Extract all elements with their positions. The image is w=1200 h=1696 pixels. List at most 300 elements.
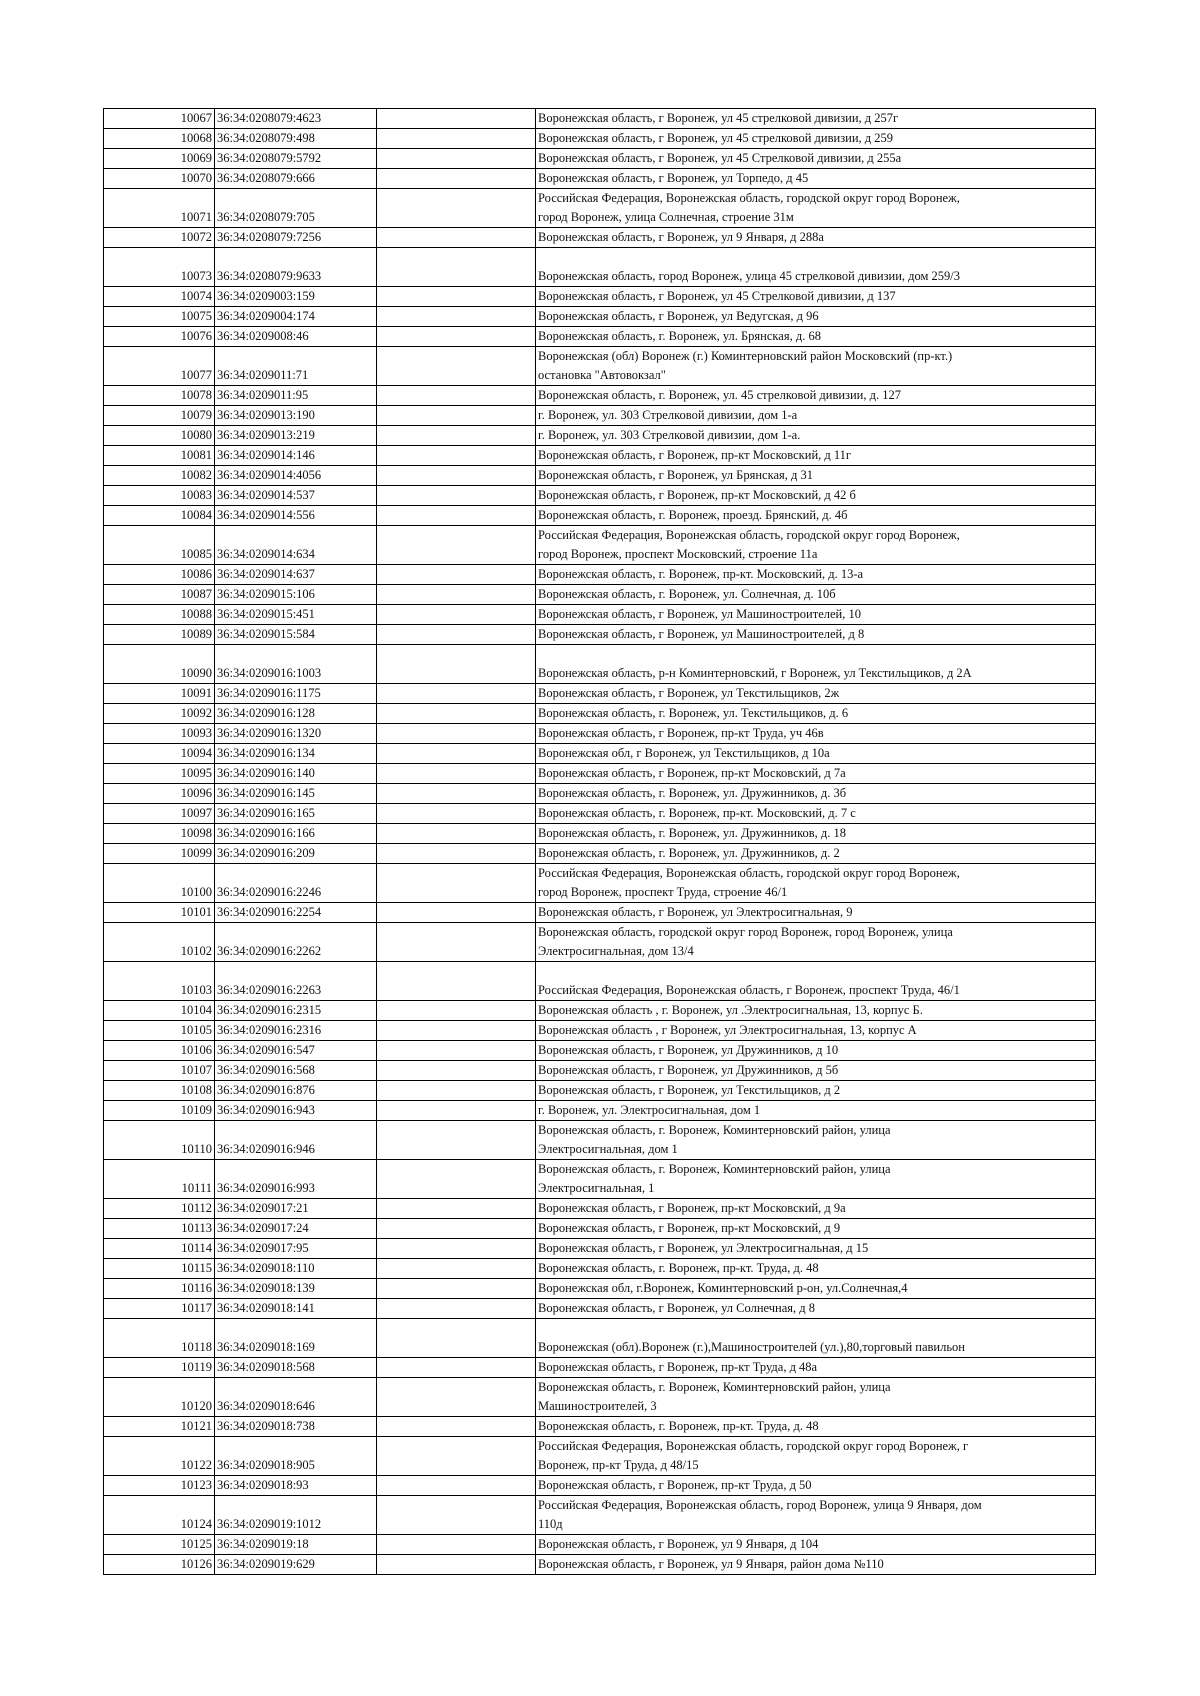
address-text: Воронежская область, г Воронеж, ул 9 Января, д 104 <box>538 1537 819 1551</box>
empty-cell <box>377 724 536 744</box>
row-number-cell: 10121 <box>104 1417 215 1437</box>
address-cell <box>536 1378 1096 1417</box>
cadastral-number-cell: 36:34:0209014:556 <box>215 506 377 526</box>
address-cell <box>536 1121 1096 1160</box>
cadastral-number-cell: 36:34:0209016:946 <box>215 1121 377 1160</box>
table-row <box>104 1001 1096 1021</box>
empty-cell <box>377 1279 536 1299</box>
address-cell <box>536 724 1096 744</box>
row-number-cell: 10080 <box>104 426 215 446</box>
cadastral-number-cell: 36:34:0209016:2263 <box>215 962 377 1001</box>
address-text: Воронежская область, г. Воронеж, пр-кт. Московский, д. 7 с <box>538 806 856 820</box>
cadastral-number-cell: 36:34:0209016:568 <box>215 1061 377 1081</box>
address-text: Российская Федерация, Воронежская область, городской округ город Воронеж, город Воронеж, улица Солнечная, строение 31м <box>538 191 960 224</box>
address-cell <box>536 189 1096 228</box>
table-row <box>104 1121 1096 1160</box>
address-text: Российская Федерация, Воронежская область, городской округ город Воронеж, г Воронеж, пр-кт Труда, д 48/15 <box>538 1439 969 1472</box>
address-text: Воронежская область, город Воронеж, улица 45 стрелковой дивизии, дом 259/3 <box>538 269 961 283</box>
empty-cell <box>377 169 536 189</box>
address-text: Воронежская область, р-н Коминтерновский, г Воронеж, ул Текстильщиков, д 2А <box>538 666 972 680</box>
cadastral-number-cell: 36:34:0209016:547 <box>215 1041 377 1061</box>
empty-cell <box>377 1219 536 1239</box>
table-row <box>104 1199 1096 1219</box>
empty-cell <box>377 844 536 864</box>
address-cell <box>536 1299 1096 1319</box>
row-number-cell: 10108 <box>104 1081 215 1101</box>
empty-cell <box>377 704 536 724</box>
address-text: Воронежская область, г. Воронеж, пр-кт. Московский, д. 13-а <box>538 567 864 581</box>
empty-cell <box>377 287 536 307</box>
empty-cell <box>377 466 536 486</box>
empty-cell <box>377 1555 536 1575</box>
table-row <box>104 1299 1096 1319</box>
table-row <box>104 287 1096 307</box>
address-text: Воронежская область, г Воронеж, ул 9 Января, район дома №110 <box>538 1557 884 1571</box>
address-text: Воронежская область, г. Воронеж, ул. Дружинников, д. 3б <box>538 786 847 800</box>
table-row <box>104 565 1096 585</box>
table-row <box>104 386 1096 406</box>
address-cell <box>536 962 1096 1001</box>
address-cell <box>536 406 1096 426</box>
address-text: Воронежская область, г Воронеж, ул 9 Января, д 288а <box>538 230 824 244</box>
address-text: Воронежская обл, г Воронеж, ул Текстильщиков, д 10а <box>538 746 830 760</box>
cadastral-number-cell: 36:34:0209019:1012 <box>215 1496 377 1535</box>
empty-cell <box>377 1259 536 1279</box>
row-number-cell: 10078 <box>104 386 215 406</box>
cadastral-number-cell: 36:34:0209014:146 <box>215 446 377 466</box>
cadastral-number-cell: 36:34:0209016:2262 <box>215 923 377 962</box>
table-row <box>104 1279 1096 1299</box>
cadastral-number-cell: 36:34:0208079:666 <box>215 169 377 189</box>
table-row <box>104 1476 1096 1496</box>
address-cell <box>536 784 1096 804</box>
address-cell <box>536 109 1096 129</box>
table-row <box>104 446 1096 466</box>
address-cell <box>536 446 1096 466</box>
row-number-cell: 10081 <box>104 446 215 466</box>
address-text: Воронежская область, г Воронеж, ул Солнечная, д 8 <box>538 1301 816 1315</box>
address-text: Воронежская область, г. Воронеж, ул. Солнечная, д. 10б <box>538 587 836 601</box>
table-row <box>104 466 1096 486</box>
cadastral-number-cell: 36:34:0209018:646 <box>215 1378 377 1417</box>
table-row <box>104 307 1096 327</box>
empty-cell <box>377 565 536 585</box>
address-text: Воронежская область, г Воронеж, пр-кт Труда, д 50 <box>538 1478 812 1492</box>
cadastral-number-cell: 36:34:0209019:18 <box>215 1535 377 1555</box>
table-row <box>104 506 1096 526</box>
address-text: Воронежская область, г. Воронеж, Коминтерновский район, улица Машиностроителей, 3 <box>538 1380 891 1413</box>
address-cell <box>536 327 1096 347</box>
cadastral-number-cell: 36:34:0209017:95 <box>215 1239 377 1259</box>
row-number-cell: 10069 <box>104 149 215 169</box>
table-row <box>104 1417 1096 1437</box>
row-number-cell: 10120 <box>104 1378 215 1417</box>
row-number-cell: 10088 <box>104 605 215 625</box>
empty-cell <box>377 1061 536 1081</box>
row-number-cell: 10116 <box>104 1279 215 1299</box>
table-row <box>104 1496 1096 1535</box>
address-cell <box>536 1239 1096 1259</box>
registry-table-body <box>104 109 1096 1575</box>
address-cell <box>536 1555 1096 1575</box>
table-row <box>104 724 1096 744</box>
address-text: Российская Федерация, Воронежская область, городской округ город Воронеж, город Воронеж, проспект Труда, строение 46/1 <box>538 866 960 899</box>
table-row <box>104 1319 1096 1358</box>
row-number-cell: 10097 <box>104 804 215 824</box>
empty-cell <box>377 307 536 327</box>
row-number-cell: 10092 <box>104 704 215 724</box>
address-cell <box>536 466 1096 486</box>
cadastral-number-cell: 36:34:0209013:190 <box>215 406 377 426</box>
row-number-cell: 10123 <box>104 1476 215 1496</box>
empty-cell <box>377 149 536 169</box>
table-row <box>104 1041 1096 1061</box>
empty-cell <box>377 744 536 764</box>
row-number-cell: 10109 <box>104 1101 215 1121</box>
address-cell <box>536 1496 1096 1535</box>
table-row <box>104 248 1096 287</box>
row-number-cell: 10100 <box>104 864 215 903</box>
cadastral-number-cell: 36:34:0209019:629 <box>215 1555 377 1575</box>
empty-cell <box>377 406 536 426</box>
table-row <box>104 704 1096 724</box>
address-text: Воронежская область, г. Воронеж, проезд. Брянский, д. 4б <box>538 508 848 522</box>
row-number-cell: 10091 <box>104 684 215 704</box>
cadastral-number-cell: 36:34:0209018:93 <box>215 1476 377 1496</box>
cadastral-number-cell: 36:34:0209016:165 <box>215 804 377 824</box>
row-number-cell: 10106 <box>104 1041 215 1061</box>
empty-cell <box>377 804 536 824</box>
row-number-cell: 10113 <box>104 1219 215 1239</box>
address-text: Воронежская область, г Воронеж, пр-кт Московский, д 11г <box>538 448 852 462</box>
address-cell <box>536 824 1096 844</box>
empty-cell <box>377 1535 536 1555</box>
address-text: Воронежская область , г Воронеж, ул Электросигнальная, 13, корпус А <box>538 1023 917 1037</box>
row-number-cell: 10102 <box>104 923 215 962</box>
address-cell <box>536 605 1096 625</box>
address-cell <box>536 923 1096 962</box>
empty-cell <box>377 526 536 565</box>
address-text: Воронежская область, г Воронеж, пр-кт Московский, д 42 б <box>538 488 856 502</box>
address-text: г. Воронеж, ул. 303 Стрелковой дивизии, дом 1-а <box>538 408 798 422</box>
empty-cell <box>377 486 536 506</box>
table-row <box>104 1239 1096 1259</box>
table-row <box>104 189 1096 228</box>
cadastral-number-cell: 36:34:0208079:498 <box>215 129 377 149</box>
cadastral-number-cell: 36:34:0209016:140 <box>215 764 377 784</box>
row-number-cell: 10110 <box>104 1121 215 1160</box>
address-text: Воронежская область, г. Воронеж, ул. Брянская, д. 68 <box>538 329 821 343</box>
row-number-cell: 10103 <box>104 962 215 1001</box>
address-text: Российская Федерация, Воронежская область, городской округ город Воронеж, город Воронеж, проспект Московский, строение 11а <box>538 528 960 561</box>
address-text: Воронежская область, г. Воронеж, пр-кт. Труда, д. 48 <box>538 1261 819 1275</box>
empty-cell <box>377 1437 536 1476</box>
address-cell <box>536 526 1096 565</box>
address-text: Воронежская (обл) Воронеж (г.) Коминтерновский район Московский (пр-кт.) остановка "Автовокзал" <box>538 349 953 382</box>
cadastral-number-cell: 36:34:0209011:95 <box>215 386 377 406</box>
cadastral-number-cell: 36:34:0209016:145 <box>215 784 377 804</box>
row-number-cell: 10070 <box>104 169 215 189</box>
address-text: Воронежская область, г Воронеж, ул Электросигнальная, 9 <box>538 905 853 919</box>
empty-cell <box>377 1299 536 1319</box>
table-row <box>104 1535 1096 1555</box>
address-text: Воронежская область, г Воронеж, пр-кт Московский, д 9 <box>538 1221 841 1235</box>
address-cell <box>536 506 1096 526</box>
row-number-cell: 10083 <box>104 486 215 506</box>
address-cell <box>536 149 1096 169</box>
table-row <box>104 605 1096 625</box>
cadastral-number-cell: 36:34:0209018:905 <box>215 1437 377 1476</box>
table-row <box>104 764 1096 784</box>
cadastral-number-cell: 36:34:0208079:9633 <box>215 248 377 287</box>
address-cell <box>536 1417 1096 1437</box>
cadastral-number-cell: 36:34:0209018:738 <box>215 1417 377 1437</box>
empty-cell <box>377 923 536 962</box>
row-number-cell: 10093 <box>104 724 215 744</box>
cadastral-number-cell: 36:34:0209016:2254 <box>215 903 377 923</box>
address-cell <box>536 864 1096 903</box>
address-text: Воронежская область, г Воронеж, ул Ведугская, д 96 <box>538 309 819 323</box>
table-row <box>104 625 1096 645</box>
address-cell <box>536 744 1096 764</box>
empty-cell <box>377 1319 536 1358</box>
empty-cell <box>377 129 536 149</box>
address-cell <box>536 486 1096 506</box>
empty-cell <box>377 1417 536 1437</box>
cadastral-number-cell: 36:34:0209017:21 <box>215 1199 377 1219</box>
empty-cell <box>377 327 536 347</box>
address-cell <box>536 1476 1096 1496</box>
address-text: Воронежская область , г. Воронеж, ул .Электросигнальная, 13, корпус Б. <box>538 1003 923 1017</box>
address-cell <box>536 1219 1096 1239</box>
address-text: Воронежская область, г. Воронеж, ул. Дружинников, д. 18 <box>538 826 847 840</box>
cadastral-number-cell: 36:34:0209016:2315 <box>215 1001 377 1021</box>
table-row <box>104 744 1096 764</box>
empty-cell <box>377 864 536 903</box>
row-number-cell: 10071 <box>104 189 215 228</box>
cadastral-number-cell: 36:34:0209016:128 <box>215 704 377 724</box>
cadastral-number-cell: 36:34:0209016:943 <box>215 1101 377 1121</box>
table-row <box>104 169 1096 189</box>
cadastral-number-cell: 36:34:0209014:634 <box>215 526 377 565</box>
cadastral-number-cell: 36:34:0209015:106 <box>215 585 377 605</box>
cadastral-number-cell: 36:34:0209018:110 <box>215 1259 377 1279</box>
empty-cell <box>377 784 536 804</box>
cadastral-number-cell: 36:34:0209016:1175 <box>215 684 377 704</box>
cadastral-number-cell: 36:34:0209014:4056 <box>215 466 377 486</box>
table-row <box>104 129 1096 149</box>
address-text: Воронежская область, г. Воронеж, ул. Текстильщиков, д. 6 <box>538 706 849 720</box>
address-cell <box>536 645 1096 684</box>
table-row <box>104 962 1096 1001</box>
address-text: Воронежская область, г Воронеж, ул Текстильщиков, д 2 <box>538 1083 841 1097</box>
address-text: г. Воронеж, ул. Электросигнальная, дом 1 <box>538 1103 761 1117</box>
empty-cell <box>377 764 536 784</box>
empty-cell <box>377 248 536 287</box>
address-text: Воронежская область, г Воронеж, пр-кт Труда, уч 46в <box>538 726 824 740</box>
address-cell <box>536 565 1096 585</box>
cadastral-number-cell: 36:34:0209018:139 <box>215 1279 377 1299</box>
row-number-cell: 10077 <box>104 347 215 386</box>
empty-cell <box>377 506 536 526</box>
address-cell <box>536 1061 1096 1081</box>
row-number-cell: 10114 <box>104 1239 215 1259</box>
row-number-cell: 10067 <box>104 109 215 129</box>
cadastral-number-cell: 36:34:0209014:637 <box>215 565 377 585</box>
cadastral-number-cell: 36:34:0209016:2246 <box>215 864 377 903</box>
row-number-cell: 10084 <box>104 506 215 526</box>
cadastral-number-cell: 36:34:0209018:169 <box>215 1319 377 1358</box>
row-number-cell: 10122 <box>104 1437 215 1476</box>
address-text: Воронежская область, г. Воронеж, Коминтерновский район, улица Электросигнальная, дом 1 <box>538 1123 891 1156</box>
row-number-cell: 10115 <box>104 1259 215 1279</box>
address-text: Воронежская обл, г.Воронеж, Коминтерновский р-он, ул.Солнечная,4 <box>538 1281 908 1295</box>
cadastral-number-cell: 36:34:0208079:705 <box>215 189 377 228</box>
address-cell <box>536 1160 1096 1199</box>
empty-cell <box>377 903 536 923</box>
row-number-cell: 10085 <box>104 526 215 565</box>
address-text: Воронежская область, г Воронеж, ул 45 Стрелковой дивизии, д 137 <box>538 289 896 303</box>
cadastral-number-cell: 36:34:0209016:166 <box>215 824 377 844</box>
row-number-cell: 10074 <box>104 287 215 307</box>
table-row <box>104 784 1096 804</box>
address-cell <box>536 386 1096 406</box>
row-number-cell: 10105 <box>104 1021 215 1041</box>
empty-cell <box>377 1041 536 1061</box>
table-row <box>104 406 1096 426</box>
cadastral-number-cell: 36:34:0209015:584 <box>215 625 377 645</box>
address-text: Воронежская область, г. Воронеж, пр-кт. Труда, д. 48 <box>538 1419 819 1433</box>
address-cell <box>536 704 1096 724</box>
row-number-cell: 10118 <box>104 1319 215 1358</box>
cadastral-number-cell: 36:34:0209008:46 <box>215 327 377 347</box>
empty-cell <box>377 605 536 625</box>
address-text: Воронежская область, г Воронеж, ул Машиностроителей, 10 <box>538 607 861 621</box>
row-number-cell: 10089 <box>104 625 215 645</box>
table-row <box>104 684 1096 704</box>
row-number-cell: 10075 <box>104 307 215 327</box>
address-text: Воронежская область, г Воронеж, пр-кт Труда, д 48а <box>538 1360 818 1374</box>
empty-cell <box>377 1021 536 1041</box>
table-row <box>104 585 1096 605</box>
address-text: Воронежская область, г. Воронеж, ул. Дружинников, д. 2 <box>538 846 840 860</box>
address-cell <box>536 1041 1096 1061</box>
empty-cell <box>377 684 536 704</box>
address-cell <box>536 625 1096 645</box>
address-text: Воронежская область, г Воронеж, ул 45 стрелковой дивизии, д 257г <box>538 111 899 125</box>
table-row <box>104 645 1096 684</box>
empty-cell <box>377 824 536 844</box>
table-row <box>104 1358 1096 1378</box>
row-number-cell: 10125 <box>104 1535 215 1555</box>
table-row <box>104 824 1096 844</box>
row-number-cell: 10068 <box>104 129 215 149</box>
address-text: г. Воронеж, ул. 303 Стрелковой дивизии, дом 1-а. <box>538 428 801 442</box>
cadastral-number-cell: 36:34:0209016:876 <box>215 1081 377 1101</box>
empty-cell <box>377 386 536 406</box>
cadastral-number-cell: 36:34:0209016:993 <box>215 1160 377 1199</box>
address-text: Воронежская область, г Воронеж, ул Дружинников, д 5б <box>538 1063 839 1077</box>
cadastral-number-cell: 36:34:0209011:71 <box>215 347 377 386</box>
empty-cell <box>377 1378 536 1417</box>
row-number-cell: 10124 <box>104 1496 215 1535</box>
cadastral-number-cell: 36:34:0209015:451 <box>215 605 377 625</box>
address-text: Воронежская область, г Воронеж, ул Машиностроителей, д 8 <box>538 627 865 641</box>
address-cell <box>536 307 1096 327</box>
cadastral-number-cell: 36:34:0209018:141 <box>215 1299 377 1319</box>
empty-cell <box>377 347 536 386</box>
row-number-cell: 10095 <box>104 764 215 784</box>
table-row <box>104 526 1096 565</box>
cadastral-number-cell: 36:34:0209016:1003 <box>215 645 377 684</box>
address-cell <box>536 129 1096 149</box>
address-cell <box>536 684 1096 704</box>
empty-cell <box>377 228 536 248</box>
address-cell <box>536 287 1096 307</box>
empty-cell <box>377 625 536 645</box>
address-cell <box>536 228 1096 248</box>
table-row <box>104 149 1096 169</box>
address-cell <box>536 169 1096 189</box>
address-text: Российская Федерация, Воронежская область, город Воронеж, улица 9 Января, дом 110д <box>538 1498 982 1531</box>
cadastral-number-cell: 36:34:0209016:134 <box>215 744 377 764</box>
row-number-cell: 10111 <box>104 1160 215 1199</box>
empty-cell <box>377 962 536 1001</box>
row-number-cell: 10098 <box>104 824 215 844</box>
address-cell <box>536 426 1096 446</box>
empty-cell <box>377 1239 536 1259</box>
address-cell <box>536 1279 1096 1299</box>
table-row <box>104 228 1096 248</box>
address-cell <box>536 1081 1096 1101</box>
row-number-cell: 10079 <box>104 406 215 426</box>
empty-cell <box>377 1101 536 1121</box>
row-number-cell: 10117 <box>104 1299 215 1319</box>
address-text: Российская Федерация, Воронежская область, г Воронеж, проспект Труда, 46/1 <box>538 983 960 997</box>
table-row <box>104 1021 1096 1041</box>
table-row <box>104 804 1096 824</box>
address-cell <box>536 903 1096 923</box>
address-cell <box>536 1001 1096 1021</box>
address-cell <box>536 1319 1096 1358</box>
table-row <box>104 1219 1096 1239</box>
cadastral-number-cell: 36:34:0208079:5792 <box>215 149 377 169</box>
table-row <box>104 1081 1096 1101</box>
row-number-cell: 10087 <box>104 585 215 605</box>
cadastral-number-cell: 36:34:0209018:568 <box>215 1358 377 1378</box>
row-number-cell: 10082 <box>104 466 215 486</box>
table-row <box>104 327 1096 347</box>
empty-cell <box>377 1496 536 1535</box>
row-number-cell: 10107 <box>104 1061 215 1081</box>
row-number-cell: 10126 <box>104 1555 215 1575</box>
empty-cell <box>377 109 536 129</box>
row-number-cell: 10099 <box>104 844 215 864</box>
row-number-cell: 10112 <box>104 1199 215 1219</box>
empty-cell <box>377 1001 536 1021</box>
row-number-cell: 10119 <box>104 1358 215 1378</box>
table-row <box>104 903 1096 923</box>
address-text: Воронежская область, г. Воронеж, Коминтерновский район, улица Электросигнальная, 1 <box>538 1162 891 1195</box>
table-row <box>104 844 1096 864</box>
address-cell <box>536 1199 1096 1219</box>
row-number-cell: 10072 <box>104 228 215 248</box>
empty-cell <box>377 1199 536 1219</box>
address-text: Воронежская область, г Воронеж, ул 45 Стрелковой дивизии, д 255а <box>538 151 902 165</box>
cadastral-number-cell: 36:34:0209016:2316 <box>215 1021 377 1041</box>
empty-cell <box>377 446 536 466</box>
address-text: Воронежская область, г Воронеж, ул 45 стрелковой дивизии, д 259 <box>538 131 893 145</box>
